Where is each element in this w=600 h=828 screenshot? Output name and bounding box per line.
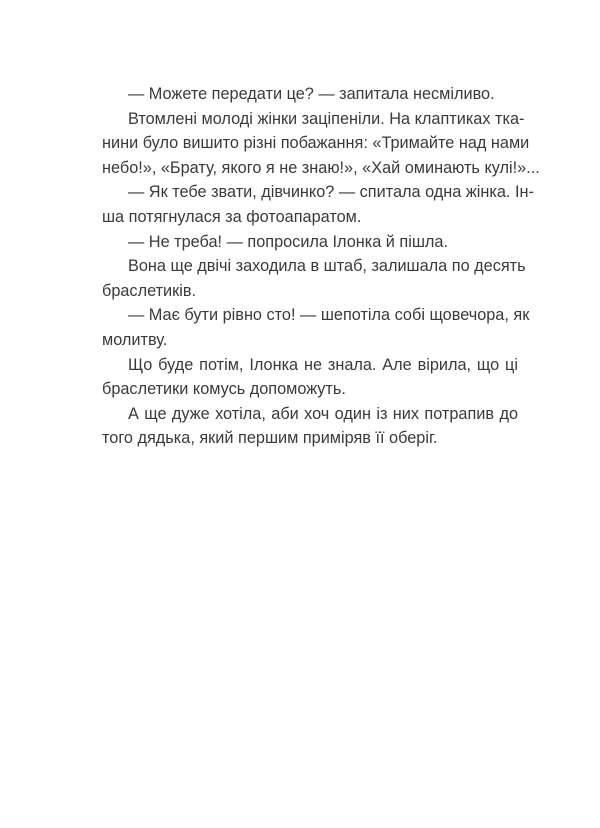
text-line: — Має бути рівно сто! — шепотіла собі щовечора, як (128, 306, 530, 325)
text-line: А ще дуже хотіла, аби хоч один із них потрапив до (128, 404, 518, 423)
text-line: — Не треба! — попросила Ілонка й пішла. (128, 232, 448, 251)
text-line: Вона ще двічі заходила в штаб, залишала по десять (128, 257, 526, 276)
text-line: Що буде потім, Ілонка не знала. Але вірила, що ці (128, 355, 518, 374)
text-line: ша потягнулася за фотоапаратом. (102, 207, 362, 226)
book-page-text (102, 82, 540, 451)
text-line: браслетики комусь допоможуть. (102, 380, 346, 399)
text-line: браслетиків. (102, 281, 197, 300)
text-line: того дядька, який першим приміряв її оберіг. (102, 429, 438, 448)
text-line: — Як тебе звати, дівчинко? — спитала одна жінка. Ін- (128, 183, 534, 202)
text-line: молитву. (102, 330, 168, 349)
text-line: — Можете передати це? — запитала несміливо. (128, 85, 495, 103)
text-line: небо!», «Брату, якого я не знаю!», «Хай оминають кулі!»... (102, 158, 540, 177)
text-line: нини було вишито різні побажання: «Тримайте над нами (102, 134, 530, 153)
text-line: Втомлені молоді жінки заціпеніли. На клаптиках тка- (128, 109, 525, 128)
